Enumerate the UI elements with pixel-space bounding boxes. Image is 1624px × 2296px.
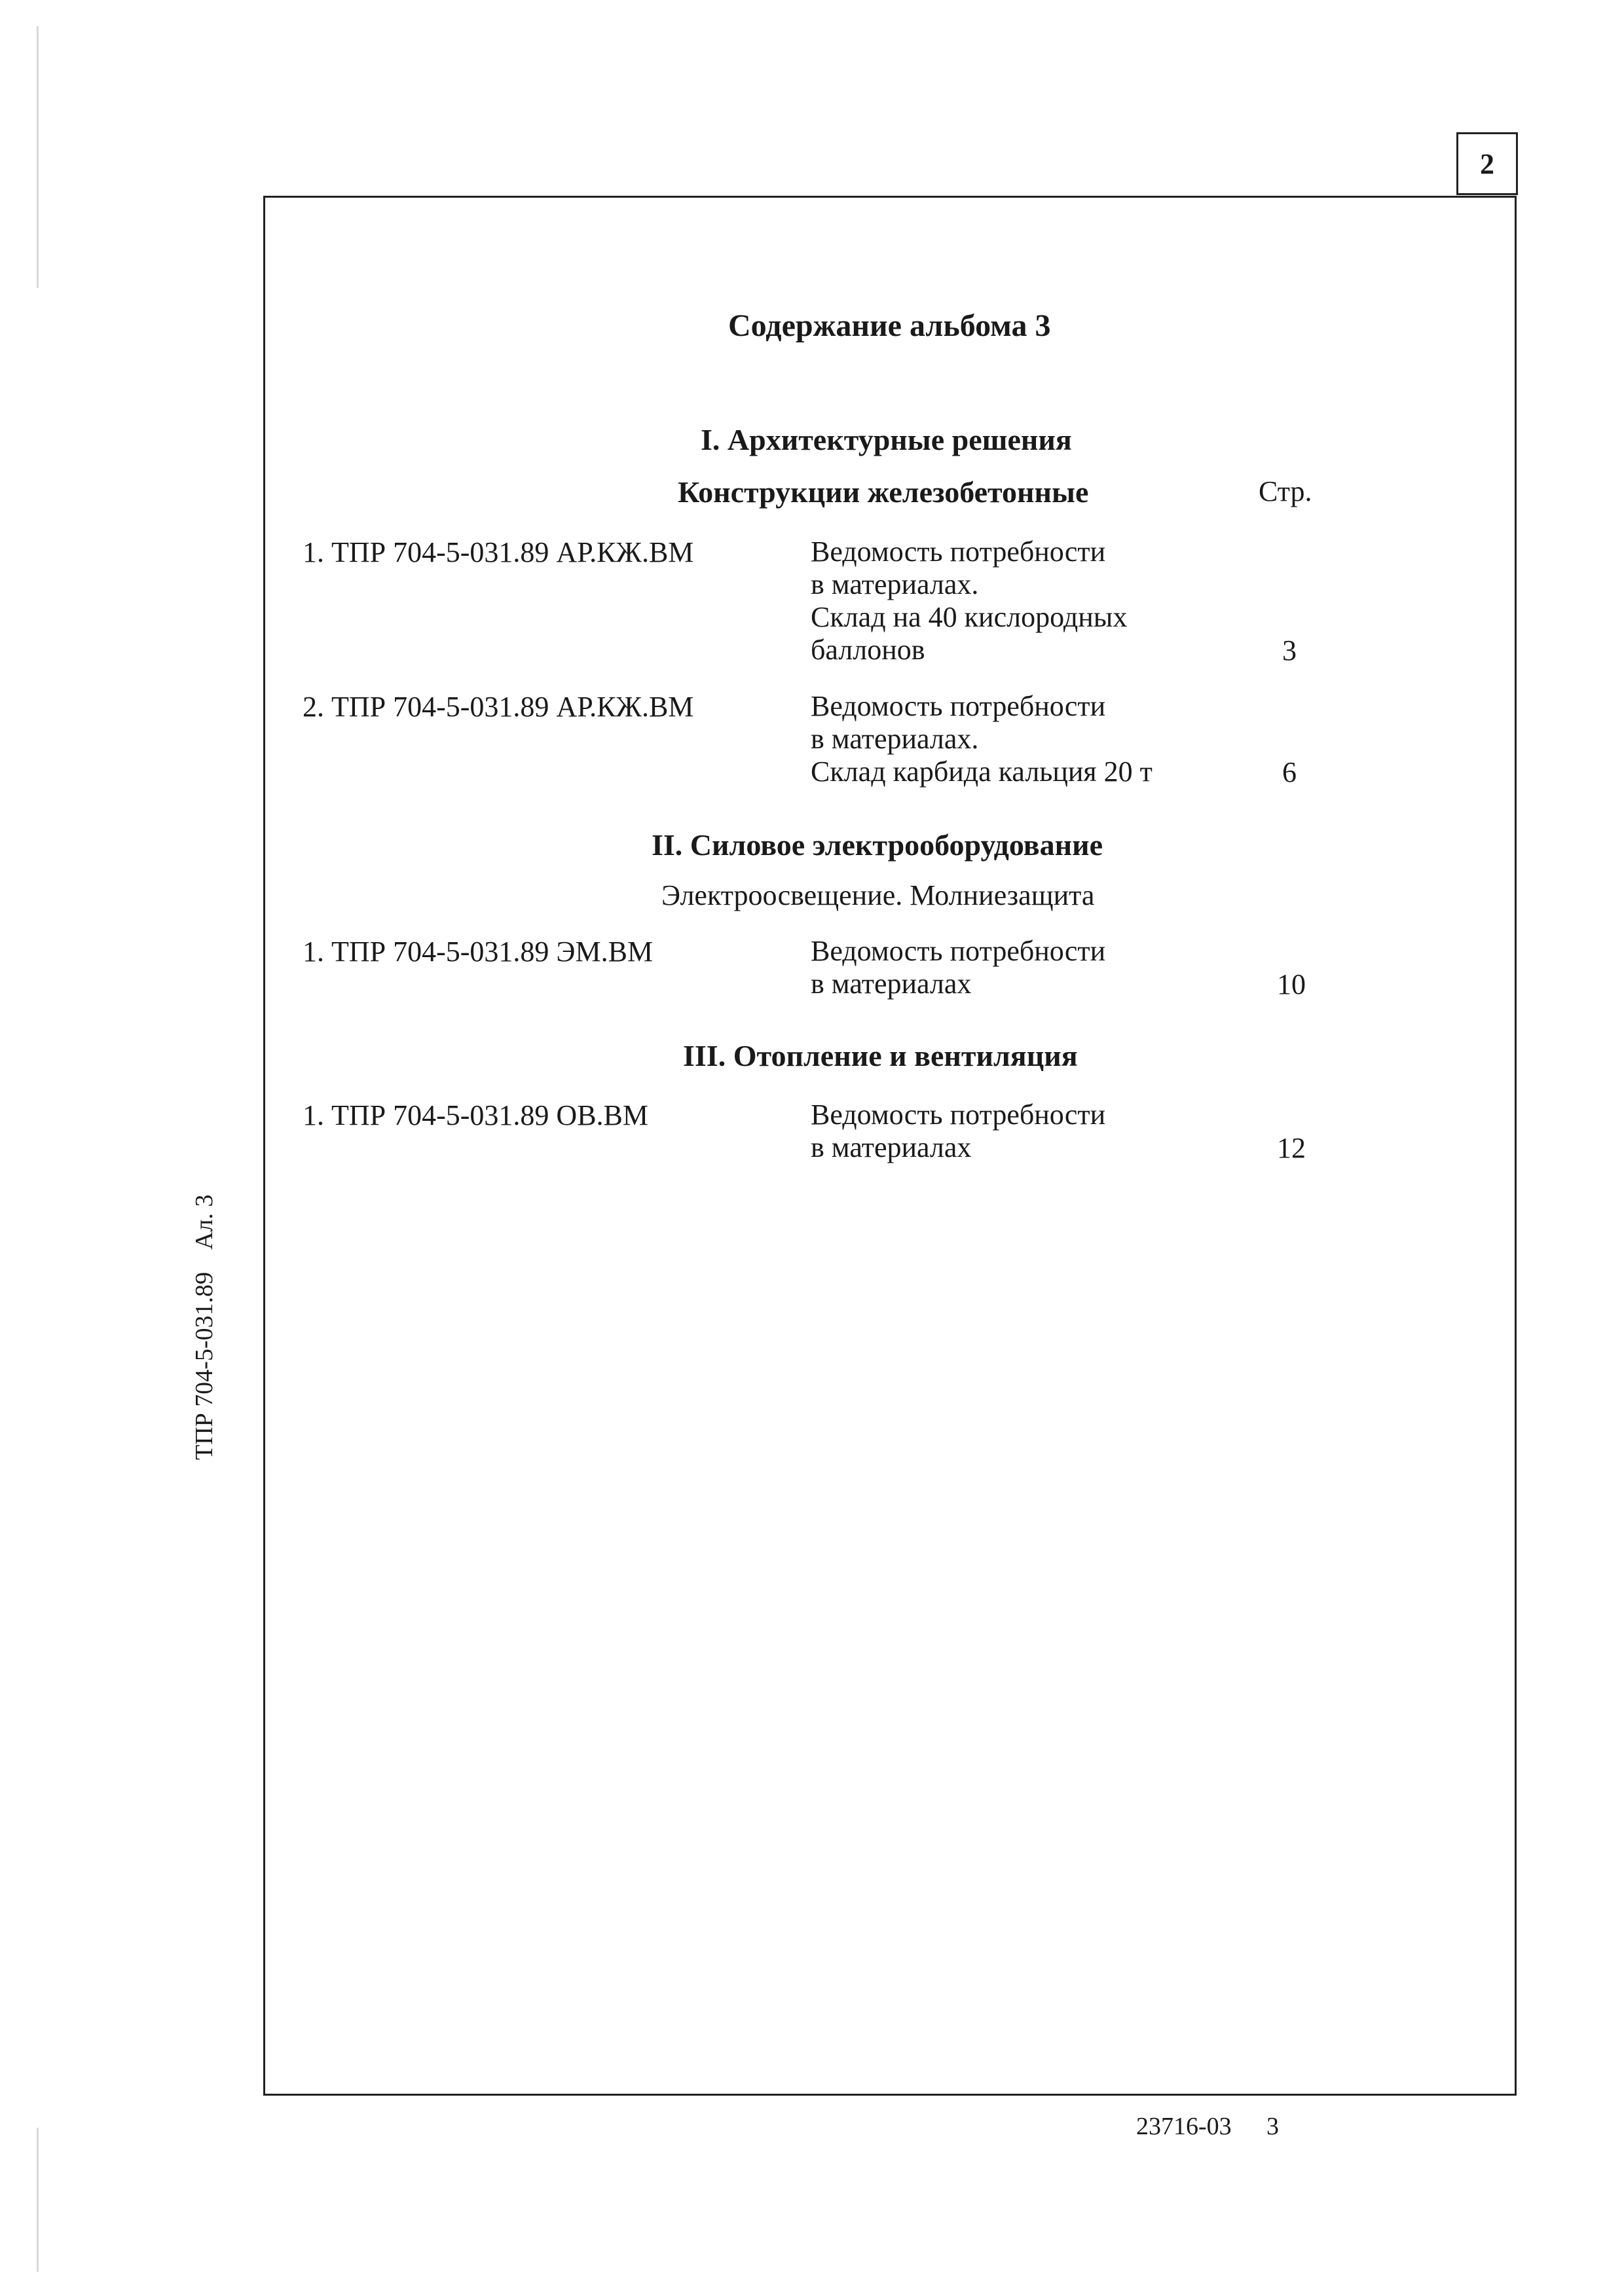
entry-description <box>811 935 1105 1000</box>
entry-page: 12 <box>1277 1132 1306 1164</box>
entry-description <box>811 536 1127 666</box>
scan-edge-mark <box>37 26 39 288</box>
side-label <box>190 1172 219 1460</box>
scan-edge-mark <box>37 2128 39 2272</box>
entry-description-line: в материалах. <box>811 568 979 600</box>
entry-description-line: Склад на 40 кислородных <box>811 601 1128 633</box>
footer-doc-number: 23716-03 <box>1136 2113 1232 2140</box>
entry-description-line: Ведомость потребности <box>811 536 1106 568</box>
entry-code: 2. ТПР 704-5-031.89 АР.КЖ.ВМ <box>303 691 694 723</box>
entry-description-line: Ведомость потребности <box>811 1099 1106 1131</box>
sheet-number: 2 <box>1456 132 1518 195</box>
section-subheading-1: Конструкции железобетонные <box>678 475 1089 509</box>
page-column-header: Стр. <box>1259 475 1312 507</box>
entry-description-line: Склад карбида кальция 20 т <box>811 756 1153 788</box>
entry-page: 3 <box>1282 634 1297 666</box>
entry-description-line: Ведомость потребности <box>811 935 1106 967</box>
entry-page: 10 <box>1277 968 1306 1000</box>
entry-page: 6 <box>1282 756 1297 788</box>
footer-page-number: 3 <box>1266 2113 1279 2140</box>
section-subheading-2: Электроосвещение. Молниезащита <box>661 879 1095 911</box>
page-title: Содержание альбома 3 <box>728 308 1051 343</box>
entry-description-line: в материалах. <box>811 723 979 755</box>
entry-description-line: в материалах <box>811 1131 972 1163</box>
entry-code: 1. ТПР 704-5-031.89 ОВ.ВМ <box>303 1099 649 1131</box>
entry-description-line: Ведомость потребности <box>811 690 1106 722</box>
entry-description <box>811 1099 1105 1164</box>
entry-description-line: в материалах <box>811 968 972 1000</box>
entry-code: 1. ТПР 704-5-031.89 ЭМ.ВМ <box>303 936 654 968</box>
section-heading-1: I. Архитектурные решения <box>701 423 1072 456</box>
entry-code: 1. ТПР 704-5-031.89 АР.КЖ.ВМ <box>303 536 694 568</box>
section-heading-2: II. Силовое электрооборудование <box>652 828 1103 862</box>
entry-description-line: баллонов <box>811 634 925 666</box>
side-label-code: ТПР 704-5-031.89 <box>191 1271 218 1460</box>
entry-description <box>811 690 1153 788</box>
section-heading-3: III. Отопление и вентиляция <box>683 1039 1078 1072</box>
side-label-album: Ал. 3 <box>191 1194 218 1250</box>
